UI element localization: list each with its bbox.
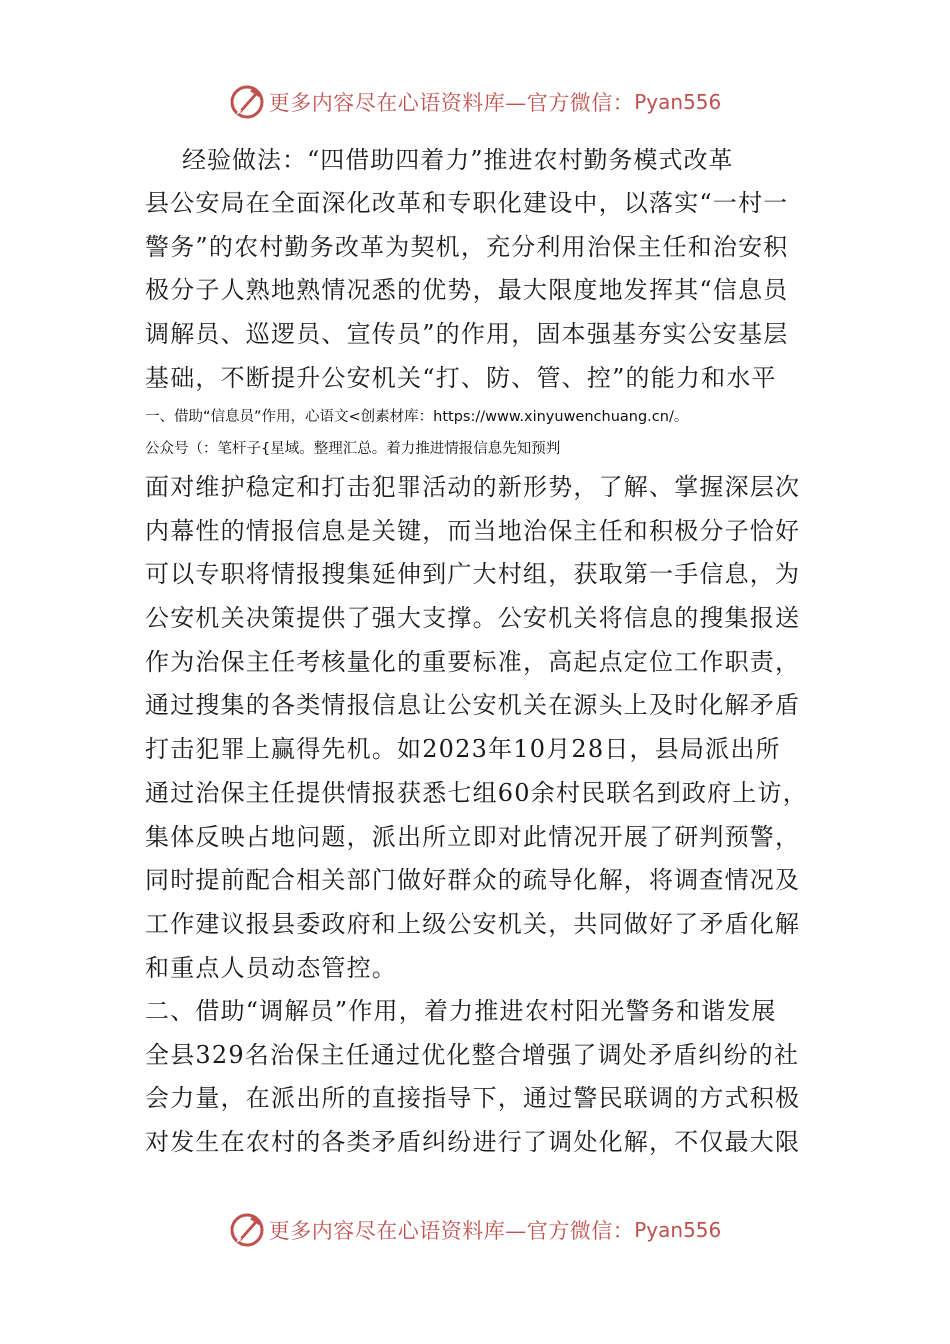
text-line: 作为治保主任考核量化的重要标准，高起点定位工作职责， xyxy=(145,647,801,676)
text-line: 极分子人熟地熟情况悉的优势，最大限度地发挥其“信息员 xyxy=(145,276,789,305)
document-title: 经验做法：“四借助四着力”推进农村勤务模式改革 xyxy=(182,146,734,174)
section1-paragraph xyxy=(145,466,808,990)
text-line: 打击犯罪上赢得先机。如2023年10月28日，县局派出所 xyxy=(145,735,781,764)
banner-text: 更多内容尽在心语资料库—官方微信： xyxy=(268,91,635,115)
quill-logo-icon xyxy=(229,84,265,120)
text-line: 通过治保主任提供情报获悉七组60余村民联名到政府上访， xyxy=(145,778,808,807)
banner-wechat-id: Pyan556 xyxy=(634,1218,722,1242)
text-line: 集体反映占地问题，派出所立即对此情况开展了研判预警， xyxy=(145,822,801,851)
section2-heading: 二、借助“调解员”作用，着力推进农村阳光警务和谐发展 xyxy=(145,997,777,1025)
text-line: 公安机关决策提供了强大支撑。公安机关将信息的搜集报送 xyxy=(145,604,801,633)
text-line: 对发生在农村的各类矛盾纠纷进行了调处化解，不仅最大限 xyxy=(145,1128,801,1157)
section1-heading-line2: 公众号（：笔杆子{星域。整理汇总。着力推进情报信息先知预判 xyxy=(145,441,561,457)
text-line: 内幕性的情报信息是关键，而当地治保主任和积极分子恰好 xyxy=(145,516,801,545)
section2-paragraph xyxy=(145,990,800,1165)
text-line: 调解员、巡逻员、宣传员”的作用，固本强基夯实公安基层 xyxy=(145,320,789,349)
banner-text: 更多内容尽在心语资料库—官方微信： xyxy=(268,1219,635,1243)
text-line: 和重点人员动态管控。 xyxy=(145,953,397,982)
text-line: 同时提前配合相关部门做好群众的疏导化解，将调查情况及 xyxy=(145,866,801,895)
footer-banner xyxy=(0,1210,950,1250)
text-line: 工作建议报县委政府和上级公安机关，共同做好了矛盾化解 xyxy=(145,909,801,938)
text-line: 基础，不断提升公安机关“打、防、管、控”的能力和水平 xyxy=(145,363,777,392)
intro-paragraph xyxy=(145,182,788,400)
banner-wechat-id: Pyan556 xyxy=(634,90,722,114)
text-line: 通过搜集的各类情报信息让公安机关在源头上及时化解矛盾 xyxy=(145,691,801,720)
text-line: 全县329名治保主任通过优化整合增强了调处矛盾纠纷的社 xyxy=(145,1040,800,1069)
quill-logo-icon xyxy=(229,1212,265,1248)
header-banner xyxy=(0,82,950,122)
text-line: 会力量，在派出所的直接指导下，通过警民联调的方式积极 xyxy=(145,1084,801,1113)
text-line: 可以专职将情报搜集延伸到广大村组，获取第一手信息，为 xyxy=(145,560,801,589)
section1-heading-line1: 一、借助“信息员”作用，心语文<创素材库：https://www.xinyuwenchuang.cn/。 xyxy=(145,409,689,425)
text-line: 警务”的农村勤务改革为契机，充分利用治保主任和治安积 xyxy=(145,232,789,261)
text-line: 县公安局在全面深化改革和专职化建设中，以落实“一村一 xyxy=(145,189,789,217)
text-line: 面对维护稳定和打击犯罪活动的新形势，了解、掌握深层次 xyxy=(145,473,801,501)
